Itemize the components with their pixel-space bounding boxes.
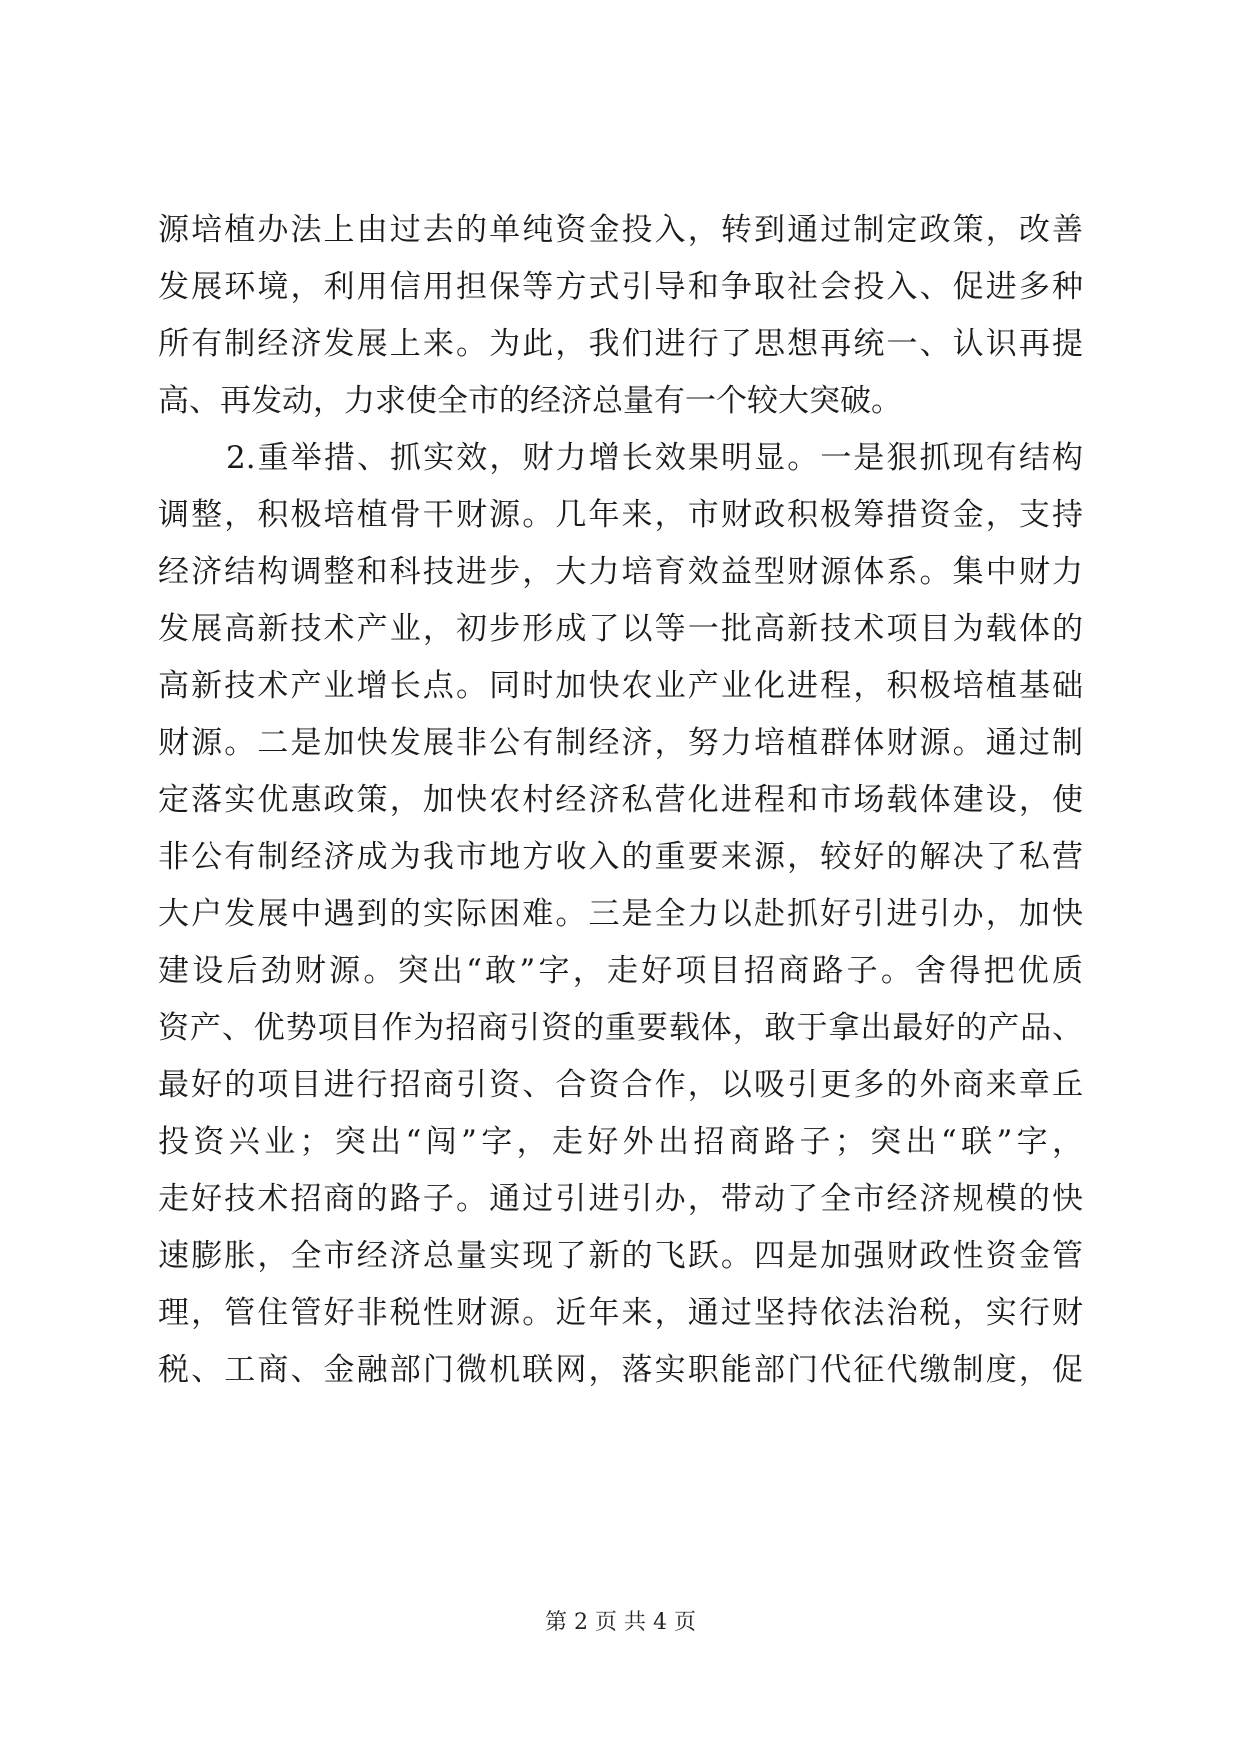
body-text-line: 所有制经济发展上来。为此，我们进行了思想再统一、认识再提 [158,326,1083,362]
body-text-line: 源培植办法上由过去的单纯资金投入，转到通过制定政策，改善 [158,212,1083,248]
page-number-footer: 第 2 页 共 4 页 [545,1610,696,1635]
body-text-line: 理，管住管好非税性财源。近年来，通过坚持依法治税，实行财 [158,1295,1083,1331]
body-text-line: 建设后劲财源。突出“敢”字，走好项目招商路子。舍得把优质 [158,953,1083,989]
body-text-line: 高、再发动，力求使全市的经济总量有一个较大突破。 [158,383,902,419]
body-text-line: 税、工商、金融部门微机联网，落实职能部门代征代缴制度，促 [158,1352,1083,1388]
body-text-line: 走好技术招商的路子。通过引进引办，带动了全市经济规模的快 [158,1181,1083,1217]
body-text-line: 调整，积极培植骨干财源。几年来，市财政积极筹措资金，支持 [158,497,1083,533]
body-text-line: 定落实优惠政策，加快农村经济私营化进程和市场载体建设，使 [158,782,1083,818]
body-text-line: 高新技术产业增长点。同时加快农业产业化进程，积极培植基础 [158,668,1083,704]
body-text-line: 发展高新技术产业，初步形成了以等一批高新技术项目为载体的 [158,611,1083,647]
body-text-line: 速膨胀，全市经济总量实现了新的飞跃。四是加强财政性资金管 [158,1238,1083,1274]
body-text-line: 经济结构调整和科技进步，大力培育效益型财源体系。集中财力 [158,554,1083,590]
body-text-line: 发展环境，利用信用担保等方式引导和争取社会投入、促进多种 [158,269,1083,305]
body-text-line: 大户发展中遇到的实际困难。三是全力以赴抓好引进引办，加快 [158,896,1083,932]
body-text-line: 财源。二是加快发展非公有制经济，努力培植群体财源。通过制 [158,725,1083,761]
body-text-line: 最好的项目进行招商引资、合资合作，以吸引更多的外商来章丘 [158,1067,1083,1103]
body-text-line: 投资兴业；突出“闯”字，走好外出招商路子；突出“联”字， [158,1124,1083,1160]
paragraph-start-line: 2.重举措、抓实效，财力增长效果明显。一是狠抓现有结构 [226,440,1083,476]
body-text-line: 资产、优势项目作为招商引资的重要载体，敢于拿出最好的产品、 [158,1010,1083,1046]
body-text-line: 非公有制经济成为我市地方收入的重要来源，较好的解决了私营 [158,839,1083,875]
